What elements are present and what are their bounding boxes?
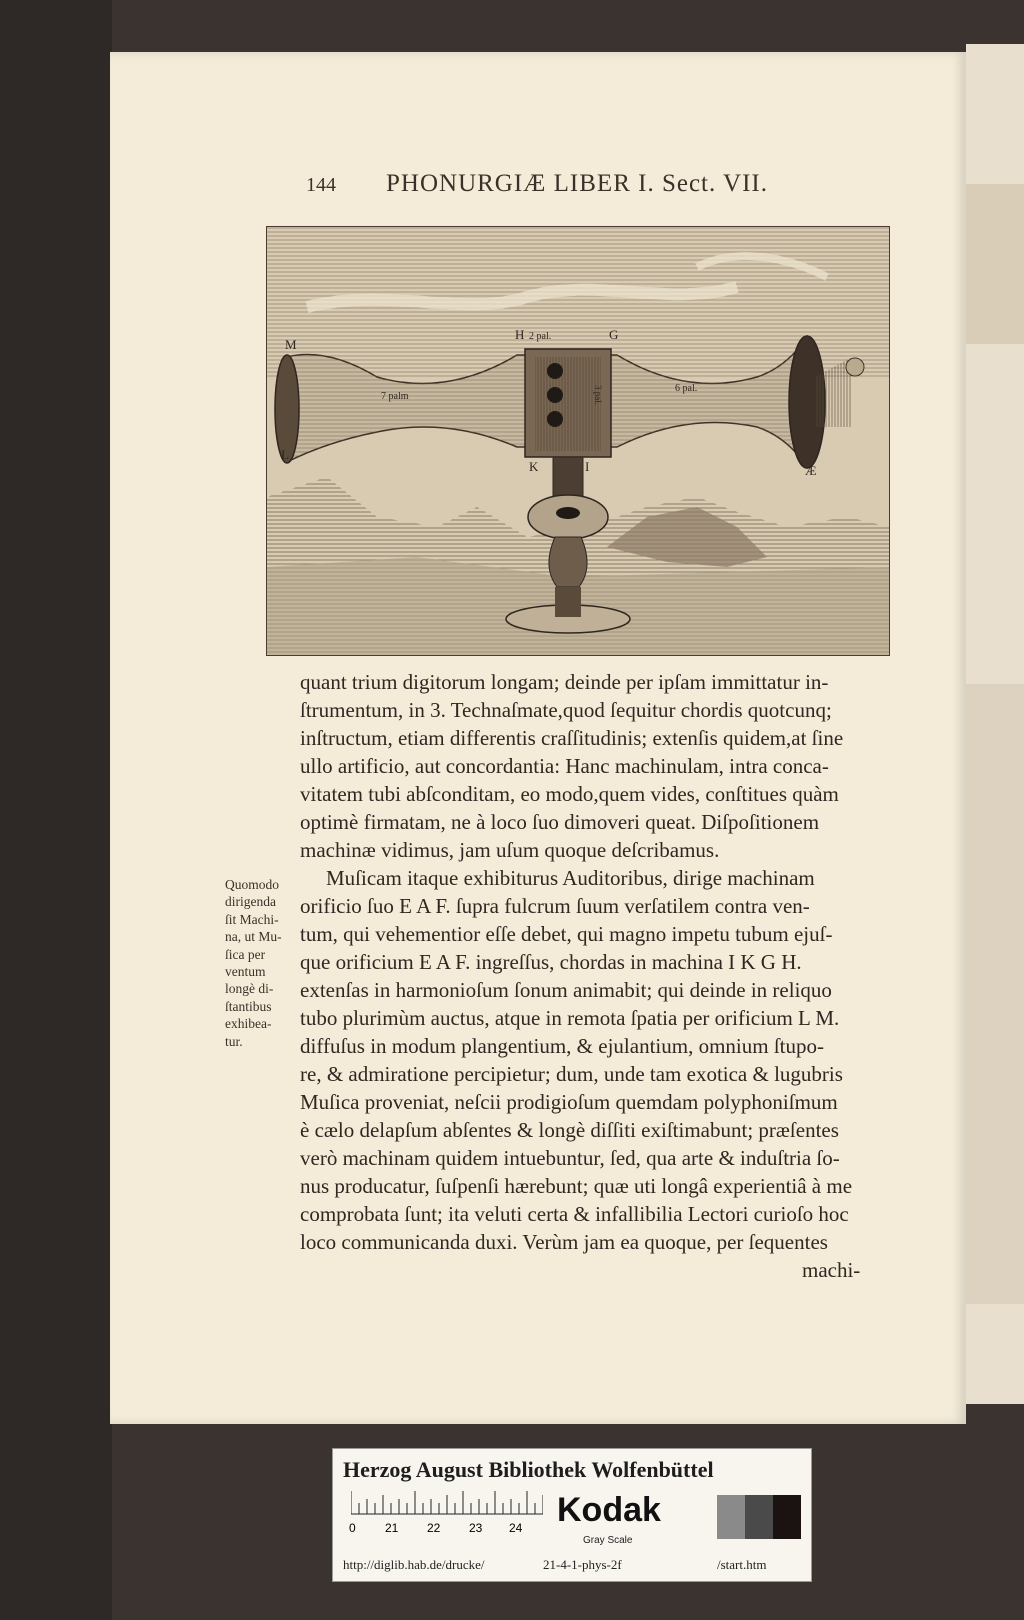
label-i: I [585,459,590,474]
text-line: vitatem tubi abſconditam, eo modo,quem vides, conſtitues quàm [300,782,839,806]
swatch-dark-gray [745,1495,773,1539]
facing-page-edge [966,44,1024,1404]
text-line: nus producatur, ſuſpenſi hærebunt; quæ uti longâ experientiâ à me [300,1174,853,1198]
ruler-number: 0 [349,1521,356,1535]
marginal-line: ſtantibus [225,998,272,1014]
text-line: tum, qui vehementior eſſe debet, qui magno impetu tubum ejuſ- [300,922,833,946]
call-number: 21-4-1-phys-2f [543,1557,622,1572]
text-line: optimè firmatam, ne à loco ſuo dimoveri queat. Diſpoſitionem [300,810,820,834]
label-g: G [609,327,619,342]
scan-background-left [0,0,112,1620]
text-line: re, & admiratione percipietur; dum, unde tam exotica & lugubris [300,1062,843,1086]
swatch-black [773,1495,801,1539]
catchword: machi- [802,1258,861,1282]
engraving-illustration [266,226,890,656]
text-line: extenſas in harmonioſum ſonum animabit; qui deinde in reliquo [300,978,832,1002]
text-line: diffuſus in modum plangentium, & ejulantium, omnium ſtupo- [300,1034,824,1058]
marginal-line: tur. [225,1033,243,1049]
text-line: orificio ſuo E A F. ſupra fulcrum ſuum verſatilem contra ven- [300,894,810,918]
running-title: PHONURGIÆ LIBER I. Sect. VII. [386,170,768,197]
text-line: quant trium digitorum longam; deinde per ipſam immittatur in- [300,670,829,694]
text-line: verò machinam quidem intuebuntur, ſed, qua arte & induſtria ſo- [300,1146,840,1170]
marginal-line: ſica per [225,946,266,962]
gray-scale-label: Gray Scale [583,1535,633,1546]
text-line: Muſica proveniat, neſcii prodigioſum quemdam polyphoniſmum [300,1090,838,1114]
ruler-number: 21 [385,1521,399,1535]
marginal-line: Quomodo [225,877,279,892]
text-line: Muſicam itaque exhibiturus Auditoribus, dirige machinam [326,866,815,890]
kodak-logo: Kodak [557,1491,661,1529]
left-dimension: 7 palm [381,391,409,402]
gray-swatches [717,1495,801,1539]
marginal-note [225,876,295,1050]
top-dimension: 2 pal. [529,331,552,342]
label-ae: Æ [805,463,817,478]
text-line: que orificium E A F. ingreſſus, chordas in machina I K G H. [300,950,802,974]
ruler-number: 23 [469,1521,483,1535]
text-line: comprobata ſunt; ita veluti certa & infallibilia Lectori curioſo hoc [300,1202,849,1226]
ruler-scale [351,1487,543,1515]
page-number: 144 [306,174,336,196]
text-line: tubo plurimùm auctus, atque in remota ſpatia per orificium L M. [300,1006,840,1030]
marginal-line: na, ut Mu- [225,929,282,945]
marginal-line: ventum [225,964,266,980]
wind-harp-engraving [267,227,889,655]
marginal-line: exhibea- [225,1016,272,1032]
marginal-line: ſit Machi- [225,911,279,927]
ruler-number: 24 [509,1521,523,1535]
text-line: ſtrumentum, in 3. Technaſmate,quod ſequitur chordis quotcunq; [300,698,832,722]
text-line: machinæ vidimus, jam uſum quoque deſcribamus. [300,838,720,862]
right-dimension: 6 pal. [675,383,698,394]
swatch-mid-gray [717,1495,745,1539]
text-line: inſtructum, etiam differentis craſſitudinis; extenſis quidem,at ſine [300,726,844,750]
library-target-card [332,1448,812,1582]
text-line: loco communicanda duxi. Verùm jam ea quoque, per ſequentes [300,1230,828,1254]
side-dimension: 3 pal. [593,385,603,405]
text-line: è cælo delapſum abſentes & longè diſſiti exiſtimabunt; præſentes [300,1118,839,1142]
label-k: K [529,459,539,474]
marginal-line: dirigenda [225,894,276,910]
ruler-number: 22 [427,1521,441,1535]
label-h: H [515,327,525,342]
start-page: /start.htm [717,1557,767,1572]
running-head [306,170,846,206]
text-line: ullo artificio, aut concordantia: Hanc machinulam, intra conca- [300,754,829,778]
label-m: M [285,337,297,352]
label-l: L [281,447,289,462]
library-name: Herzog August Bibliothek Wolfenbüttel [343,1457,714,1482]
marginal-line: longè di- [225,981,274,997]
catalog-url: http://diglib.hab.de/drucke/ [343,1557,485,1572]
